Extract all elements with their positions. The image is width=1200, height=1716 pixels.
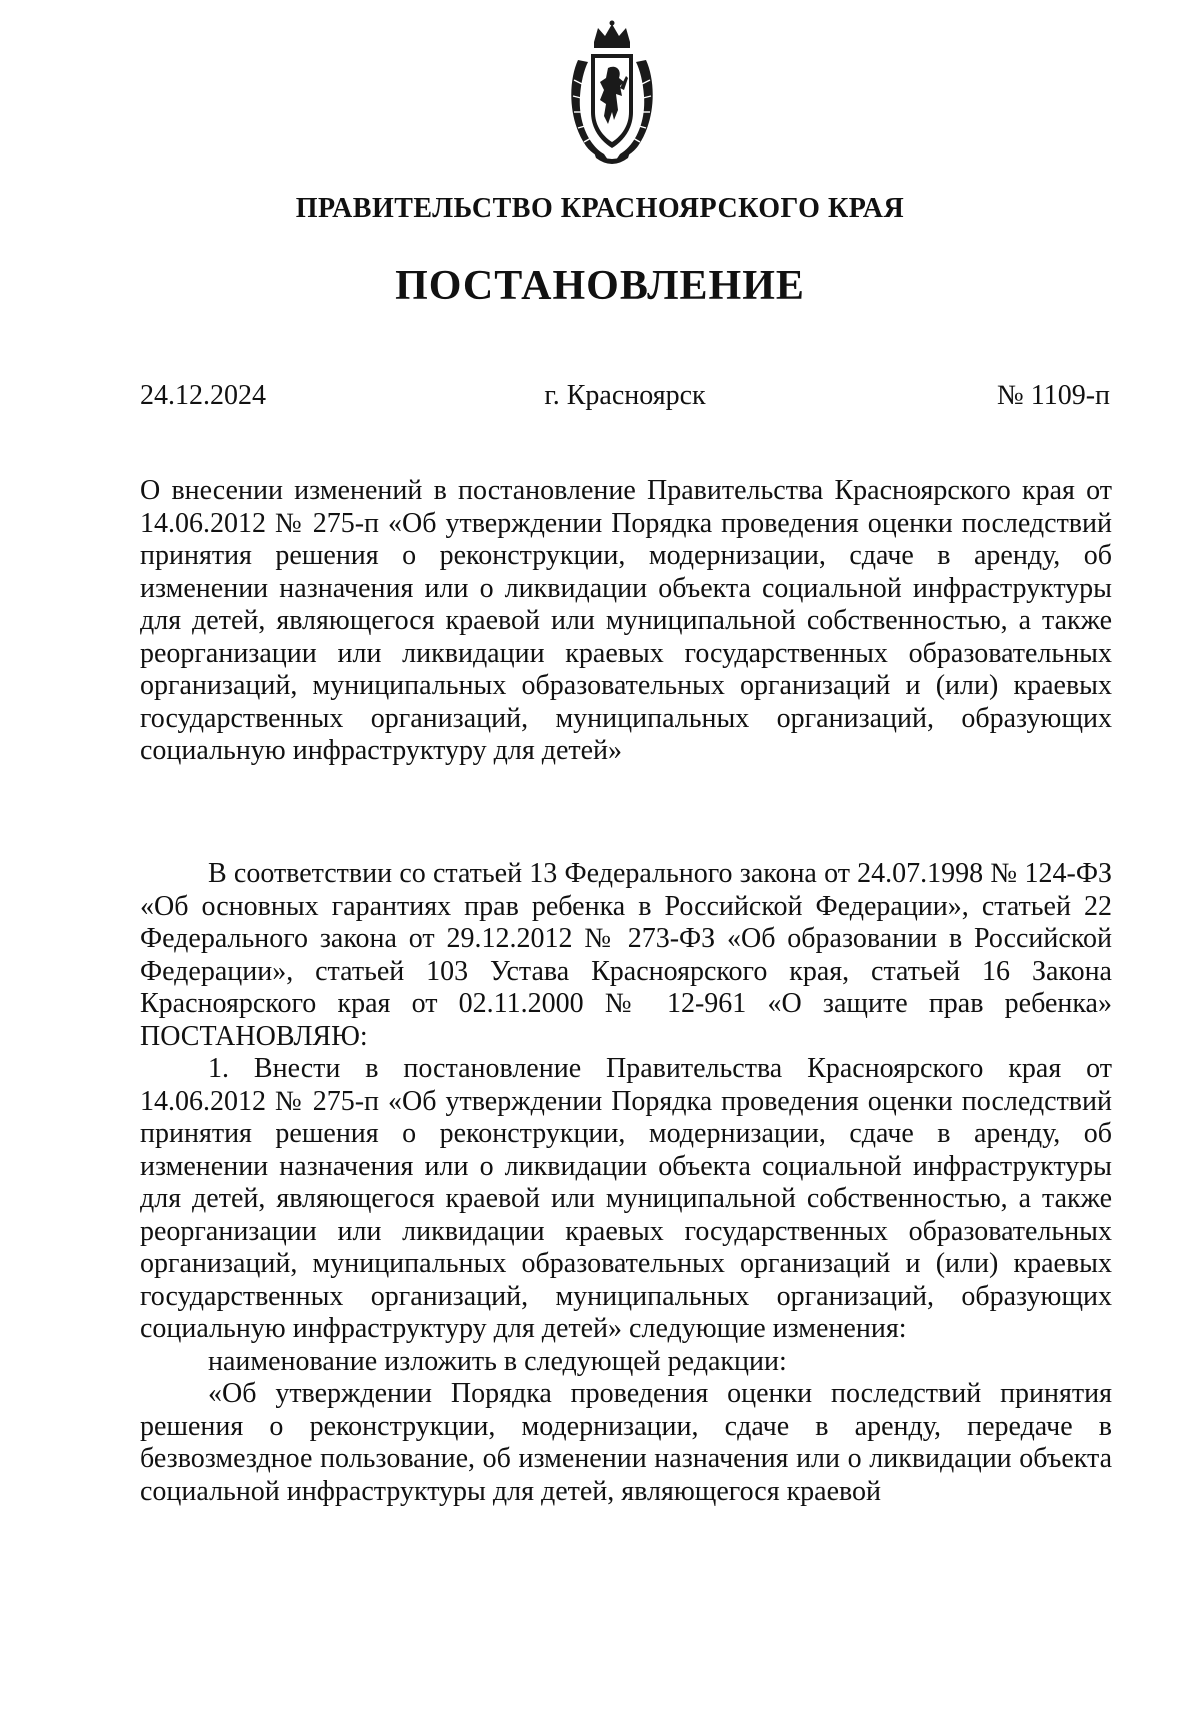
- document-subject: О внесении изменений в постановление Правительства Красноярского края от 14.06.2012 № 275-п «Об утверждении Порядка проведения оценки последствий принятия решения о реконструкции, модернизации, сдаче в аренду, об изменении назначения или о ликвидации объекта социальной инфраструктуры для детей, являющегося краевой или муниципальной собственностью, а также реорганизации или ликвидации краевых государственных образовательных организаций, муниципальных образовательных организаций и (или) краевых государственных организаций, муниципальных организаций, образующих социальную инфраструктуру для детей»: [140, 475, 1112, 766]
- item-1-quote-paragraph: «Об утверждении Порядка проведения оценки последствий принятия решения о реконструкции, модернизации, сдаче в аренду, передаче в безвозмездное пользование, об изменении назначения или о ликвидации объекта социальной инфраструктуры для детей, являющегося краевой: [140, 1378, 1112, 1507]
- coat-of-arms-icon: [564, 20, 660, 168]
- item-1-paragraph: 1. Внести в постановление Правительства Красноярского края от 14.06.2012 № 275-п «Об утверждении Порядка проведения оценки последствий принятия решения о реконструкции, модернизации, сдаче в аренду, об изменении назначения или о ликвидации объекта социальной инфраструктуры для детей, являющегося краевой или муниципальной собственностью, а также реорганизации или ликвидации краевых государственных образовательных организаций, муниципальных образовательных организаций и (или) краевых государственных организаций, муниципальных организаций, образующих социальную инфраструктуру для детей» следующие изменения:: [140, 1053, 1112, 1344]
- document-meta: [140, 380, 1110, 416]
- document-number: № 1109-п: [997, 380, 1110, 411]
- document-body: [140, 858, 1112, 1508]
- document-city: г. Красноярск: [544, 380, 706, 411]
- preamble-paragraph: В соответствии со статьей 13 Федерального закона от 24.07.1998 № 124-ФЗ «Об основных гарантиях прав ребенка в Российской Федерации», статьей 22 Федерального закона от 29.12.2012 № 273-ФЗ «Об образовании в Российской Федерации», статьей 103 Устава Красноярского края, статьей 16 Закона Красноярского края от 02.11.2000 № 12-961 «О защите прав ребенка» ПОСТАНОВЛЯЮ:: [140, 858, 1112, 1052]
- document-date: 24.12.2024: [140, 380, 266, 411]
- document-type-title: ПОСТАНОВЛЕНИЕ: [395, 263, 805, 309]
- government-title: ПРАВИТЕЛЬСТВО КРАСНОЯРСКОГО КРАЯ: [295, 193, 905, 224]
- item-1-naming-paragraph: наименование изложить в следующей редакции:: [208, 1345, 787, 1377]
